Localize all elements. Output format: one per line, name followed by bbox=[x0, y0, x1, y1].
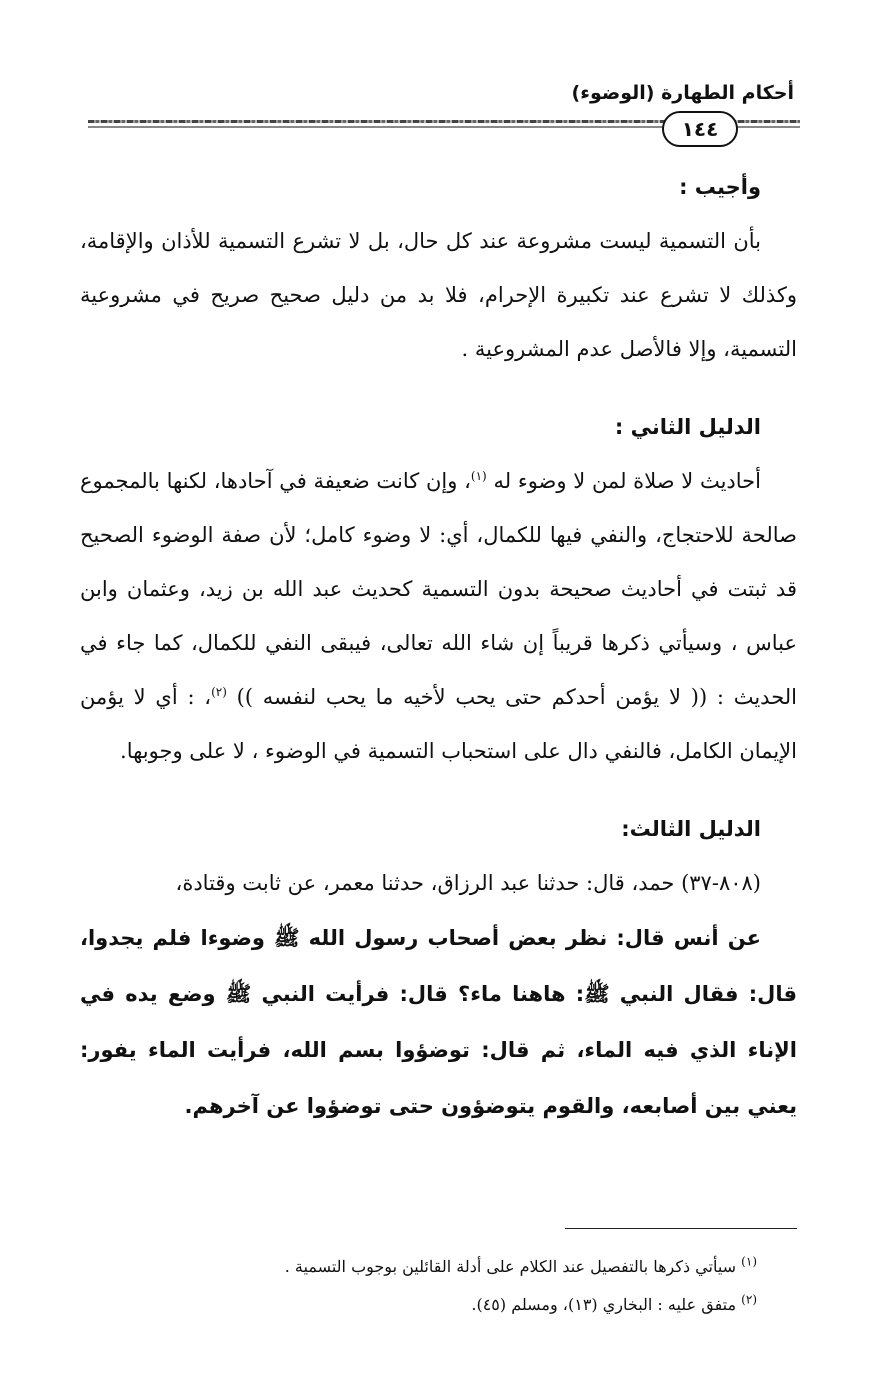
footnote-marker: (٢) bbox=[741, 1292, 757, 1307]
third-evidence-heading: الدليل الثالث: bbox=[621, 817, 761, 841]
page-number: ١٤٤ bbox=[662, 111, 738, 147]
footnote-2 bbox=[80, 1286, 757, 1324]
second-evidence-text-1: أحاديث لا صلاة لمن لا وضوء له bbox=[493, 469, 761, 493]
second-evidence-text-3: ، : أي لا يؤمن الإيمان الكامل، فالنفي دال على استحباب التسمية في الوضوء ، لا على وجوبها. bbox=[80, 685, 797, 763]
footnote-ref-2: (٢) bbox=[211, 685, 227, 699]
footnotes bbox=[80, 1248, 757, 1324]
second-evidence-heading: الدليل الثاني : bbox=[614, 415, 761, 439]
spacer bbox=[80, 778, 797, 802]
second-evidence-paragraph bbox=[80, 454, 797, 778]
footnote-text: سيأتي ذكرها بالتفصيل عند الكلام على أدلة القائلين بوجوب التسمية . bbox=[284, 1257, 737, 1276]
footnote-marker: (١) bbox=[741, 1254, 757, 1269]
hadith-paragraph: عن أنس قال: نظر بعض أصحاب رسول الله ﷺ وضوءا فلم يجدوا، قال: فقال النبي ﷺ: هاهنا ماء؟ قال: فرأيت النبي ﷺ وضع يده في الإناء الذي فيه الماء، ثم قال: توضؤوا بسم الله، فرأيت الماء يفور: يعني بين أصابعه، والقوم يتوضؤون حتى توضؤوا عن آخرهم. bbox=[80, 926, 797, 1118]
footnote-separator bbox=[565, 1228, 797, 1229]
second-evidence-text-2: ، وإن كانت ضعيفة في آحادها، لكنها بالمجموع صالحة للاحتجاج، والنفي فيها للكمال، أي: لا وضوء كامل؛ لأن صفة الوضوء الصحيح قد ثبتت في أحاديث صحيحة بدون التسمية كحديث عبد الله بن زيد، وعثمان وابن عباس ، وسيأتي ذكرها قريباً إن شاء الله تعالى، فيبقى النفي للكمال، كما جاء في الحديث : (( لا يؤمن أحدكم حتى يحب لأخيه ما يحب لنفسه )) bbox=[80, 469, 797, 709]
footnote-ref-1: (١) bbox=[470, 469, 487, 483]
answer-paragraph: بأن التسمية ليست مشروعة عند كل حال، بل لا تشرع التسمية للأذان والإقامة، وكذلك لا تشرع عند تكبيرة الإحرام، فلا بد من دليل صحيح صريح في مشروعية التسمية، وإلا فالأصل عدم المشروعية . bbox=[80, 229, 797, 361]
footnote-1 bbox=[80, 1248, 757, 1286]
main-text bbox=[80, 160, 797, 1134]
footnote-text: متفق عليه : البخاري (١٣)، ومسلم (٤٥). bbox=[471, 1295, 737, 1314]
answer-heading: وأجيب : bbox=[679, 175, 761, 199]
spacer bbox=[80, 376, 797, 400]
isnad-paragraph: (٨٠٨-٣٧) حمد، قال: حدثنا عبد الرزاق، حدثنا معمر، عن ثابت وقتادة، bbox=[175, 871, 761, 895]
running-title: أحكام الطهارة (الوضوء) bbox=[571, 82, 794, 104]
